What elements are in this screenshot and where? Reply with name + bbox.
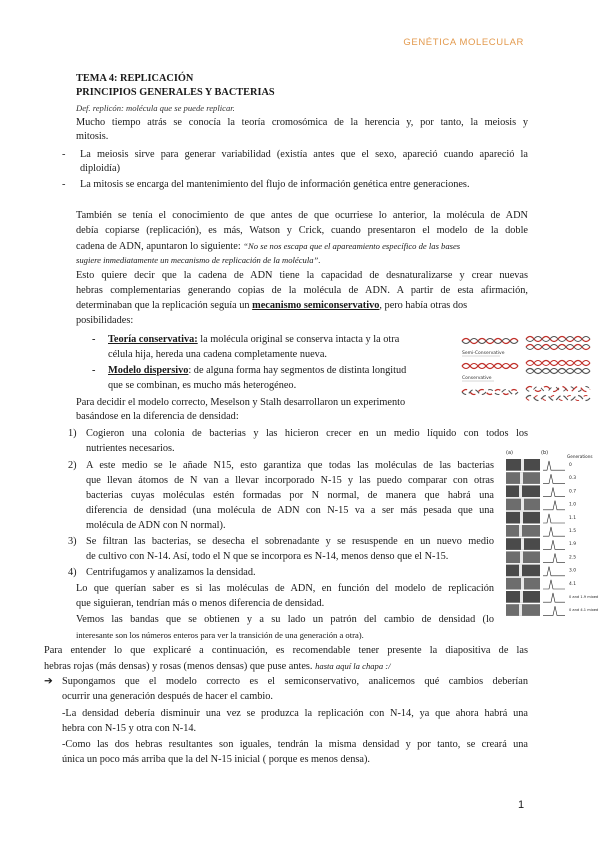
para3-line3-text: determinaban que la replicación seguía un [76,300,253,311]
para6-line2: interesante son los números enteros para ver la transición de una generación a otra). [76,630,364,640]
watson-crick-quote: “No se nos escapa que el apareamiento específico de las bases [243,241,461,251]
para3-line3-end: , pero había otras dos [379,300,468,311]
model-dispersive [108,364,406,378]
page-number: 1 [518,799,525,811]
figure-label: Conservative [462,376,492,381]
replication-models-figure [460,334,595,406]
gel-band [519,604,522,616]
step-3: Se filtran las bacterias, se desecha el sobrenadante y se resuspende en un nuevo medio [86,536,494,547]
step-number: 2) [68,460,77,471]
para8-line6: única un poco más arriba que la del N-15 inicial ( porque es menos densa). [62,754,370,765]
gel-band [520,551,523,563]
para3-line2: hebras complementarias generando copias de la molécula de ADN. A partir de esta afirmación, [76,285,528,296]
generation-label: 0.7 [569,489,576,495]
para5-line2: que siguieran, tendrían más o menos diferencia de densidad. [76,598,325,609]
para2-line2: debía copiarse (replicación), es más, Watson y Crick, cuando presentaron el modelo de la doble [76,225,528,236]
gel-lane [506,525,540,537]
gel-lane [506,485,540,497]
density-profile [543,514,565,523]
gel-band [520,591,523,603]
step-4: Centrifugamos y analizamos la densidad. [86,567,256,578]
density-profile [543,567,565,576]
step-number: 3) [68,536,77,547]
generation-label: 4.1 [569,581,576,587]
gel-band [521,459,524,471]
figure-panel-label: (b) [541,450,549,456]
model-desc-cont: célula hija, hereda una cadena completamente nueva. [108,349,327,360]
list-item: La meiosis sirve para generar variabilidad (existía antes que el sexo, apareció cuando apareció la [80,149,528,160]
generation-label: 0 and 4.1 mixed [569,608,599,613]
generation-label: 0 [569,463,572,468]
list-item: La mitosis se encarga del mantenimiento del flujo de información genética entre generaciones. [80,179,470,190]
intro-line2: mitosis. [76,131,109,142]
step-1-cont: nutrientes necesarios. [86,443,175,454]
density-profile [543,461,565,470]
para3-line3 [76,299,467,313]
semiconservative-term: mecanismo semiconservativo [252,300,380,311]
model-name: Modelo dispersivo [108,365,189,376]
density-profile [543,501,565,510]
gel-generation-labels [569,462,598,612]
step-2-cont: molécula de ADN con N normal). [86,520,226,531]
gel-band [521,538,524,550]
watson-crick-quote-cont: sugiere inmediatamente un mecanismo de replicación de la molécula”. [76,255,321,265]
density-profile [543,580,565,589]
step-3-cont: de cultivo con N-14. Así, todo el N que se incorpora es N-14, menos denso que el N-15. [86,551,449,562]
para7-line1: Para entender lo que explicaré a continuación, es recomendable tener presente la diapositiva de las [44,645,528,656]
gel-band [520,472,523,484]
dna-dispersive-icon [462,387,590,401]
model-desc-cont: que se combinan, es mucho más heterogéneo. [108,380,297,391]
density-profile [543,487,565,496]
step-number: 4) [68,567,77,578]
gel-profiles [543,461,565,615]
step-2-cont: diferencia de densidad (una molécula de ADN con N-15 va a ser más pesada que una [86,505,494,516]
gel-lane [506,604,540,616]
gel-band [519,525,522,537]
step-1: Cogieron una colonia de bacterias y las hicieron crecer en un medio líquido con todos los [86,428,528,439]
step-number: 1) [68,428,77,439]
gel-band [521,578,524,590]
model-bullet: - [92,334,96,345]
density-profile [543,527,565,536]
para7-line2 [44,659,391,674]
generation-label: 1.1 [569,515,576,521]
para8-line2: ocurrir una generación después de hacer el cambio. [62,691,273,702]
generation-label: 1.5 [569,529,576,534]
side-note: hasta aquí la chapa :/ [315,661,391,671]
gel-lane [506,565,540,577]
gel-band [521,499,524,511]
arrow-bullet: ➔ [44,676,53,687]
generation-label: 1.9 [569,542,576,548]
list-bullet: - [62,179,66,190]
figure-panel-label: (a) [506,450,513,456]
density-profile [543,606,565,615]
model-name: Teoría conservativa: [108,334,198,345]
para2-line1: También se tenía el conocimiento de que antes de que ocurriese lo anterior, la molécula de ADN [76,210,528,221]
intro-line1: Mucho tiempo atrás se conocía la teoría cromosómica de la herencia y, por tanto, la meiosis y [76,117,528,128]
model-conservative [108,333,399,347]
generation-label: 3.0 [569,568,576,574]
para2-line3 [76,239,460,254]
para7-line2-text: hebras rojas (más densas) y rosas (menos densas) que puse antes. [44,661,313,672]
generation-label: 0 and 1.9 mixed [569,595,599,599]
gel-band [519,565,522,577]
model-bullet: - [92,365,96,376]
gel-band [519,485,522,497]
density-profile [543,553,565,562]
generation-label: 1.0 [569,502,576,508]
para4-line2: basándose en la diferencia de densidad: [76,411,239,422]
section-header: GENÉTICA MOLECULAR [403,37,524,48]
model-desc: la molécula original se conserva intacta y la otra [197,334,400,345]
generation-label: 2.5 [569,555,576,561]
para6-line1: Vemos las bandas que se obtienen y a su lado un patrón del cambio de densidad (lo [76,614,494,625]
gel-lanes [506,459,540,616]
para2-line3-text: cadena de ADN, apuntaron lo siguiente: [76,241,244,252]
title-line1: TEMA 4: REPLICACIÓN [76,73,194,84]
para8-line3: -La densidad debería disminuir una vez se produzca la replicación con N-14, ya que ahora habrá una [62,708,528,719]
step-2-cont: que llevan átomos de N van a llevar incorporado N-15 y las puedo comparar con otras [86,475,494,486]
dna-semiconservative-icon [462,337,590,350]
para4-line1: Para decidir el modelo correcto, Meselson y Stalh desarrollaron un experimento [76,397,406,408]
list-bullet: - [62,149,66,160]
figure-label: Semi-Conservative [462,351,505,356]
step-2: A este medio se le añade N15, esto garantiza que todas las moléculas de las bacterias [86,460,494,471]
step-2-cont: bacterias cuyas moléculas estén formadas por N normal, de manera que habrá una [86,490,494,501]
title-line2: PRINCIPIOS GENERALES Y BACTERIAS [76,87,275,98]
para8-line4: hebra con N-15 y otra con N-14. [62,723,197,734]
meselson-stahl-gel-figure [503,447,599,619]
density-profile [543,474,565,483]
list-item-cont: diploidía) [80,163,121,174]
para8-line5: -Como las dos hebras resultantes son iguales, tendrán la misma densidad y por tanto, se creará una [62,739,528,750]
definition: Def. replicón: molécula que se puede replicar. [76,103,235,113]
para8-line1: Supongamos que el modelo correcto es el semiconservativo, analicemos qué cambios deberían [62,676,528,687]
para3-line1: Esto quiere decir que la cadena de ADN tiene la capacidad de desnaturalizarse y crear nuevas [76,270,528,281]
density-profile [543,593,565,602]
generation-label: 0.3 [569,476,576,482]
density-profile [543,540,565,549]
model-desc: : de alguna forma hay segmentos de distinta longitud [188,365,407,376]
para5-line1: Lo que querían saber es si las moléculas de ADN, en función del modelo de replicación [76,583,494,594]
para3-line4: posibilidades: [76,315,134,326]
dna-conservative-icon [462,361,590,374]
gel-band [520,512,523,524]
figure-header: Generations [567,454,593,459]
